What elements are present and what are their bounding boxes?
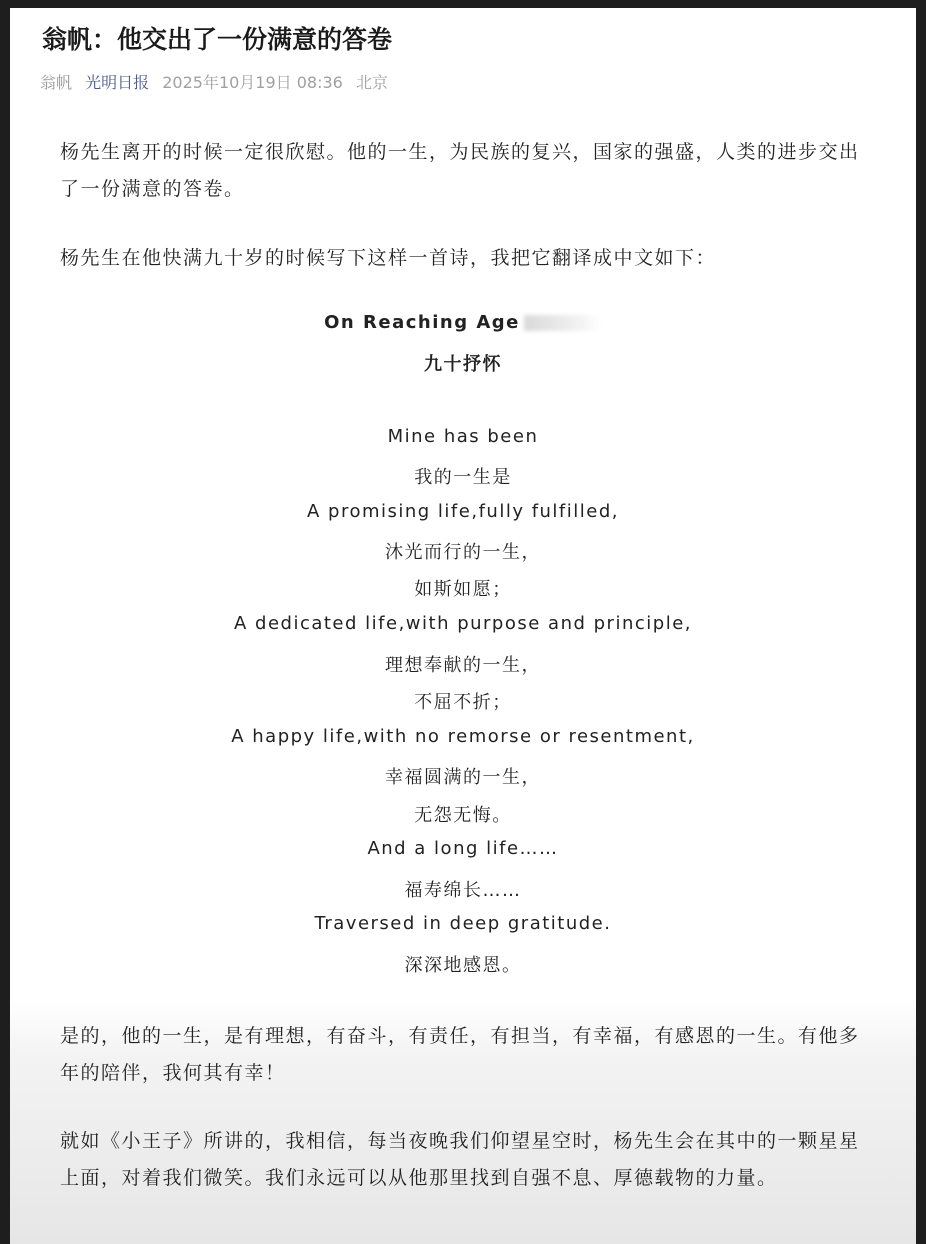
paragraph: 是的，他的一生，是有理想，有奋斗，有责任，有担当，有幸福，有感恩的一生。有他多年的陪伴，我何其有幸！ xyxy=(60,1025,860,1084)
poem-line: A happy life,with no remorse or resentment, xyxy=(231,726,695,747)
article-page xyxy=(10,8,916,1244)
publish-date: 2025年10月19日 08:36 xyxy=(162,73,343,92)
paragraph: 杨先生离开的时候一定很欣慰。他的一生，为民族的复兴，国家的强盛，人类的进步交出了一份满意的答卷。 xyxy=(60,141,860,200)
poem-line: 如斯如愿； xyxy=(414,579,512,600)
poem-line: 福寿绵长…… xyxy=(404,880,522,901)
source-link[interactable]: 光明日报 xyxy=(85,73,150,92)
poem-line: 沐光而行的一生， xyxy=(385,542,541,563)
poem-title-cn: 九十抒怀 xyxy=(424,354,502,375)
article-meta xyxy=(40,70,396,93)
article-title: 翁帆：他交出了一份满意的答卷 xyxy=(42,25,393,54)
poem-line: And a long life…… xyxy=(367,838,559,859)
paragraph: 杨先生在他快满九十岁的时候写下这样一首诗，我把它翻译成中文如下： xyxy=(60,247,717,269)
poem-line: 理想奉献的一生， xyxy=(385,655,541,676)
poem-line: Mine has been xyxy=(387,426,539,447)
poem-title-en: On Reaching Age xyxy=(324,312,520,333)
poem-line: A dedicated life,with purpose and principle, xyxy=(233,613,692,634)
poem-line: 深深地感恩。 xyxy=(404,955,522,976)
poem-line: Traversed in deep gratitude. xyxy=(314,913,612,934)
paragraph: 就如《小王子》所讲的，我相信，每当夜晚我们仰望星空时，杨先生会在其中的一颗星星上面，对着我们微笑。我们永远可以从他那里找到自强不息、厚德载物的力量。 xyxy=(60,1130,860,1189)
poem-title-en-row xyxy=(10,312,916,333)
author-name[interactable]: 翁帆 xyxy=(40,73,73,92)
redacted-blur xyxy=(524,315,602,331)
poem-line: 无怨无悔。 xyxy=(414,805,512,826)
publish-location: 北京 xyxy=(355,73,388,92)
poem-line: 我的一生是 xyxy=(414,467,512,488)
poem-line: A promising life,fully fulfilled, xyxy=(306,501,619,522)
poem-line: 不屈不折； xyxy=(414,692,512,713)
poem-line: 幸福圆满的一生， xyxy=(385,767,541,788)
